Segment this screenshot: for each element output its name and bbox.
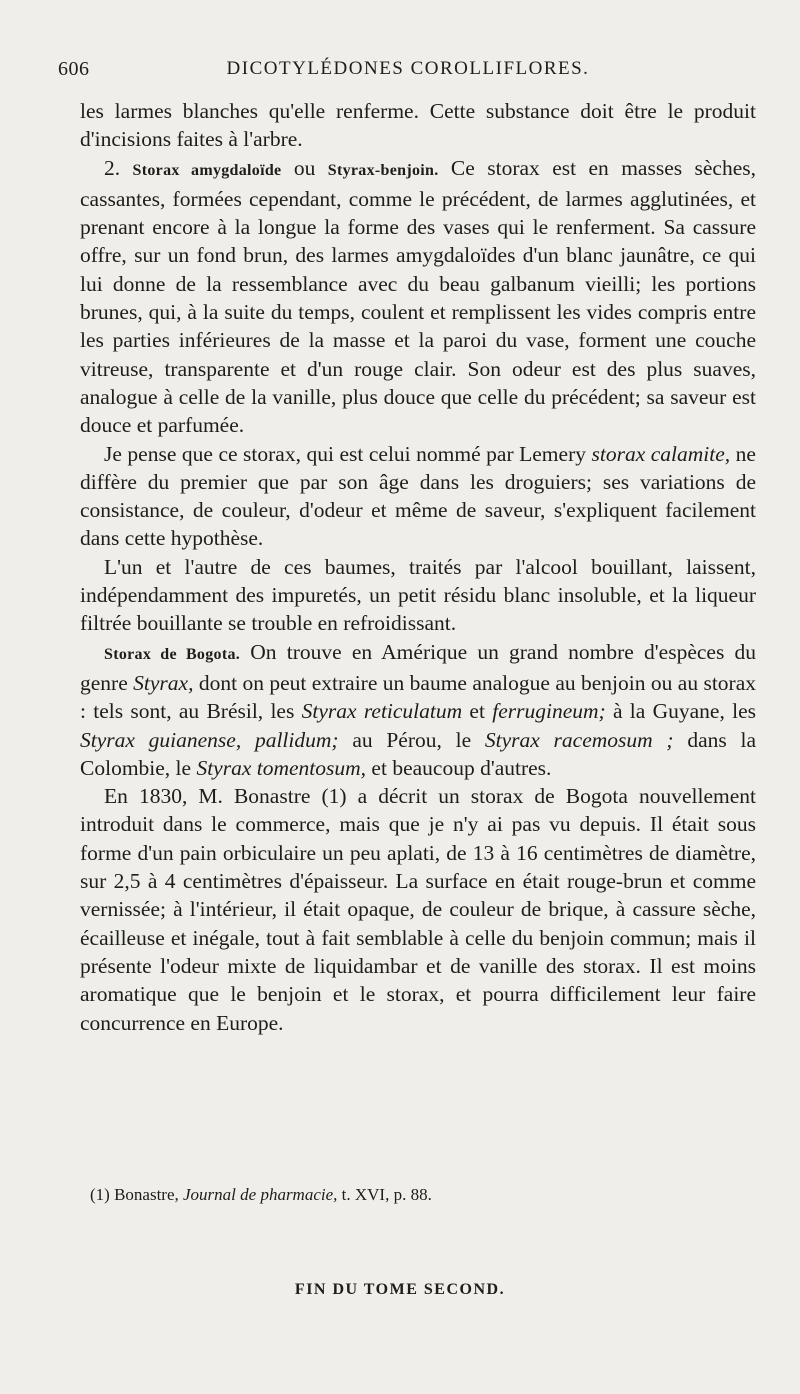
page-number: 606	[58, 58, 90, 80]
italic-text: Styrax,	[133, 670, 194, 695]
italic-text: Styrax racemosum ;	[484, 727, 674, 752]
paragraph	[80, 154, 756, 440]
text-run: (1) Bonastre,	[90, 1185, 184, 1204]
italic-text: Styrax reticulatum	[301, 699, 463, 724]
text-run: En 1830, M. Bonastre (1) a décrit un storax de Bogota nouvellement introduit dans le commerce, mais que je n'y ai pas vu depuis. Il était sous forme d'un pain orbiculaire un peu aplati, de 13 à 16 centimètres de diamètre, sur 2,5 à 4 centimètres d'épaisseur. La surface en était rouge-brun et comme vernissée; à l'intérieur, il était opaque, de couleur de brique, à cassure sèche, écailleuse et inégale, tout à fait semblable à celle du benjoin commun; mais il présente l'odeur mixte de liquidambar et de vanille des storax. Il est moins aromatique que le benjoin et le storax, et pourra difficilement leur faire concurrence en Europe.	[80, 784, 756, 1035]
text-run: les larmes blanches qu'elle renferme. Cette substance doit être le produit d'incisions faites à l'arbre.	[80, 99, 756, 152]
running-title: DICOTYLÉDONES COROLLIFLORES.	[226, 58, 590, 79]
text-run: au Pérou, le	[338, 727, 485, 752]
end-of-volume-mark: FIN DU TOME SECOND.	[294, 1281, 506, 1298]
text-run: dont on peut extraire un baume analogue au benjoin ou au storax : tels sont, au Brésil, les	[80, 670, 756, 724]
paragraph	[80, 638, 756, 782]
text-run: et beaucoup d'autres.	[366, 755, 552, 780]
text-run: ne diffère du premier que par son âge dans les droguiers; ses variations de consistance, de couleur, d'odeur et même de saveur, s'expliquent facilement dans cette hypothèse.	[80, 441, 756, 551]
text-run: Je pense que ce storax, qui est celui nommé par Lemery	[104, 441, 592, 466]
paragraph	[80, 440, 756, 553]
paragraph	[80, 553, 756, 638]
italic-text: storax calamite,	[591, 441, 731, 466]
page-header	[58, 58, 758, 88]
italic-text: Styrax tomentosum,	[196, 755, 367, 780]
text-run: t. XVI, p. 88.	[337, 1185, 432, 1204]
text-run: 2.	[104, 155, 133, 180]
bold-heading: Storax amygdaloïde	[132, 161, 282, 179]
text-run: et	[462, 699, 493, 724]
bold-heading: Styrax-benjoin.	[327, 161, 439, 179]
paragraph	[80, 97, 756, 154]
text-run: ou	[281, 155, 328, 180]
italic-text: ferrugineum;	[492, 699, 606, 724]
footnote	[90, 1184, 756, 1206]
italic-text: Journal de pharmacie,	[183, 1185, 338, 1204]
bold-heading: Storax de Bogota.	[104, 645, 241, 663]
text-run: dans la Colombie, le	[80, 727, 757, 780]
text-run: On trouve en Amérique un grand nombre d'espèces du genre	[80, 639, 757, 695]
text-run: L'un et l'autre de ces baumes, traités par l'alcool bouillant, laissent, indépendamment des impuretés, un petit résidu blanc insoluble, et la liqueur filtrée bouillante se trouble en refroidissant.	[80, 554, 756, 636]
paragraph	[80, 782, 756, 1037]
text-run: à la Guyane, les	[605, 699, 756, 724]
body-text	[80, 97, 756, 1037]
italic-text: Styrax guianense, pallidum;	[80, 727, 339, 752]
text-run: Ce storax est en masses sèches, cassantes, formées cependant, comme le précédent, de larmes agglutinées, et prenant encore à la longue la forme des vases qui le renferment. Sa cassure offre, sur un fond brun, des larmes amygdaloïdes d'un blanc jaunâtre, ce qui lui donne de la ressemblance avec du beau galbanum vieilli; les portions brunes, qui, à la suite du temps, coulent et remplissent les vides compris entre les parties inférieures de la masse et la paroi du vase, forment une couche vitreuse, transparente et d'un rouge clair. Son odeur est des plus suaves, analogue à celle de la vanille, plus douce que celle du précédent; sa saveur est douce et parfumée.	[80, 155, 757, 438]
